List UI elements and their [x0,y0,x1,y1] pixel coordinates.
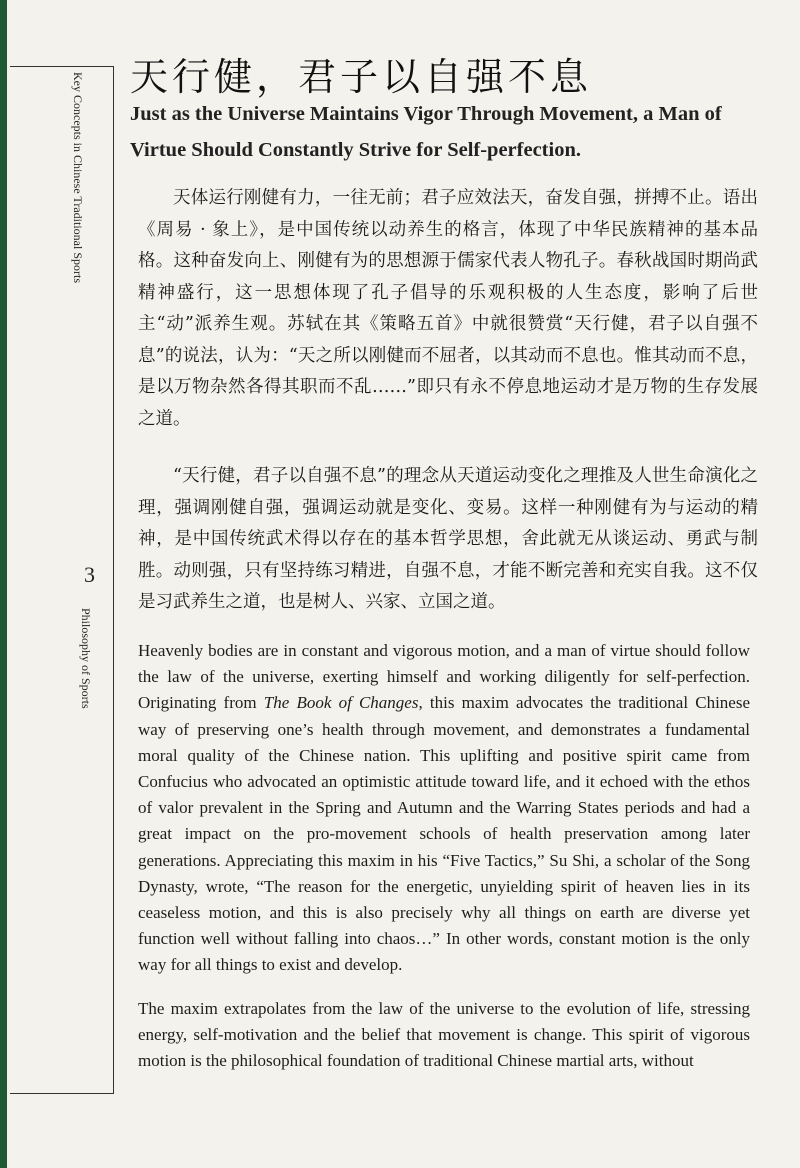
english-paragraph-1 [138,638,750,979]
chinese-heading: 天行健，君子以自强不息 [130,55,593,99]
english-paragraph-1-part-b: , this maxim advocates the traditional Chinese way of preserving one’s health through movement, and demonstrates a fundamental moral quality of the Chinese nation. This uplifting and positive spirit came from Confucius who advocated an optimistic attitude toward life, and it echoed with the ethos of valor prevalent in the Spring and Autumn and the Warring States periods and had a great impact on the pro-movement schools of health preservation among later generations. Appreciating this maxim in his “Five Tactics,” Su Shi, a scholar of the Song Dynasty, wrote, “The reason for the energetic, unyielding spirit of heaven lies in its ceaseless motion, and this is also precisely why all things on earth are diverse yet function well without falling into chaos…” In other words, constant motion is the only way for all things to exist and develop. [138,693,751,975]
chinese-paragraph-1-text: 天体运行刚健有力，一往无前；君子应效法天，奋发自强，拼搏不止。语出《周易 · 象上》，是中国传统以动养生的格言，体现了中华民族精神的基本品格。这种奋发向上、刚健有为的思想源于儒家代表人物孔子。春秋战国时期尚武精神盛行，这一思想体现了孔子倡导的乐观积极的人生态度，影响了后世主“动”派养生观。苏轼在其《策略五首》中就很赞赏“天行健，君子以自强不息”的说法，认为：“天之所以刚健而不屈者，以其动而不息也。惟其动而不息，是以万物杂然各得其职而不乱……”即只有永不停息地运动才是万物的生存发展之道。 [138,188,758,429]
running-section-title: Philosophy of Sports [79,608,93,709]
sidebar-rule-bottom [10,1093,114,1094]
running-book-title: Key Concepts in Chinese Traditional Sports [71,72,85,283]
english-paragraph-2-text: The maxim extrapolates from the law of the universe to the evolution of life, stressing energy, self-motivation and the belief that movement is change. This spirit of vigorous motion is the philosophical foundation of traditional Chinese martial arts, without [138,999,750,1071]
chinese-paragraph-2-text: “天行健，君子以自强不息”的理念从天道运动变化之理推及人世生命演化之理，强调刚健自强，强调运动就是变化、变易。这样一种刚健有为与运动的精神，是中国传统武术得以存在的基本哲学思想，舍此就无从谈运动、勇武与制胜。动则强，只有坚持练习精进，自强不息，才能不断完善和充实自我。这不仅是习武养生之道，也是树人、兴家、立国之道。 [138,466,758,612]
english-paragraph-1-part-a: Heavenly bodies are in constant and vigorous motion, and a man of virtue should follow the law of the universe, exerting himself and working diligently for self-perfection. Originating from [138,641,750,713]
page-edge-accent [0,0,7,1168]
chinese-paragraph-2 [138,461,758,619]
book-title-italic: The Book of Changes [263,693,419,713]
english-paragraph-1-text [138,638,750,979]
english-paragraph-2 [138,996,750,1075]
english-heading: Just as the Universe Maintains Vigor Through Movement, a Man of Virtue Should Constantly Strive for Self-perfection. [130,103,722,161]
chinese-paragraph-1 [138,183,758,435]
page-number: 3 [84,562,95,587]
sidebar-rule-top [10,66,114,67]
sidebar-rule-vertical [113,66,114,1094]
